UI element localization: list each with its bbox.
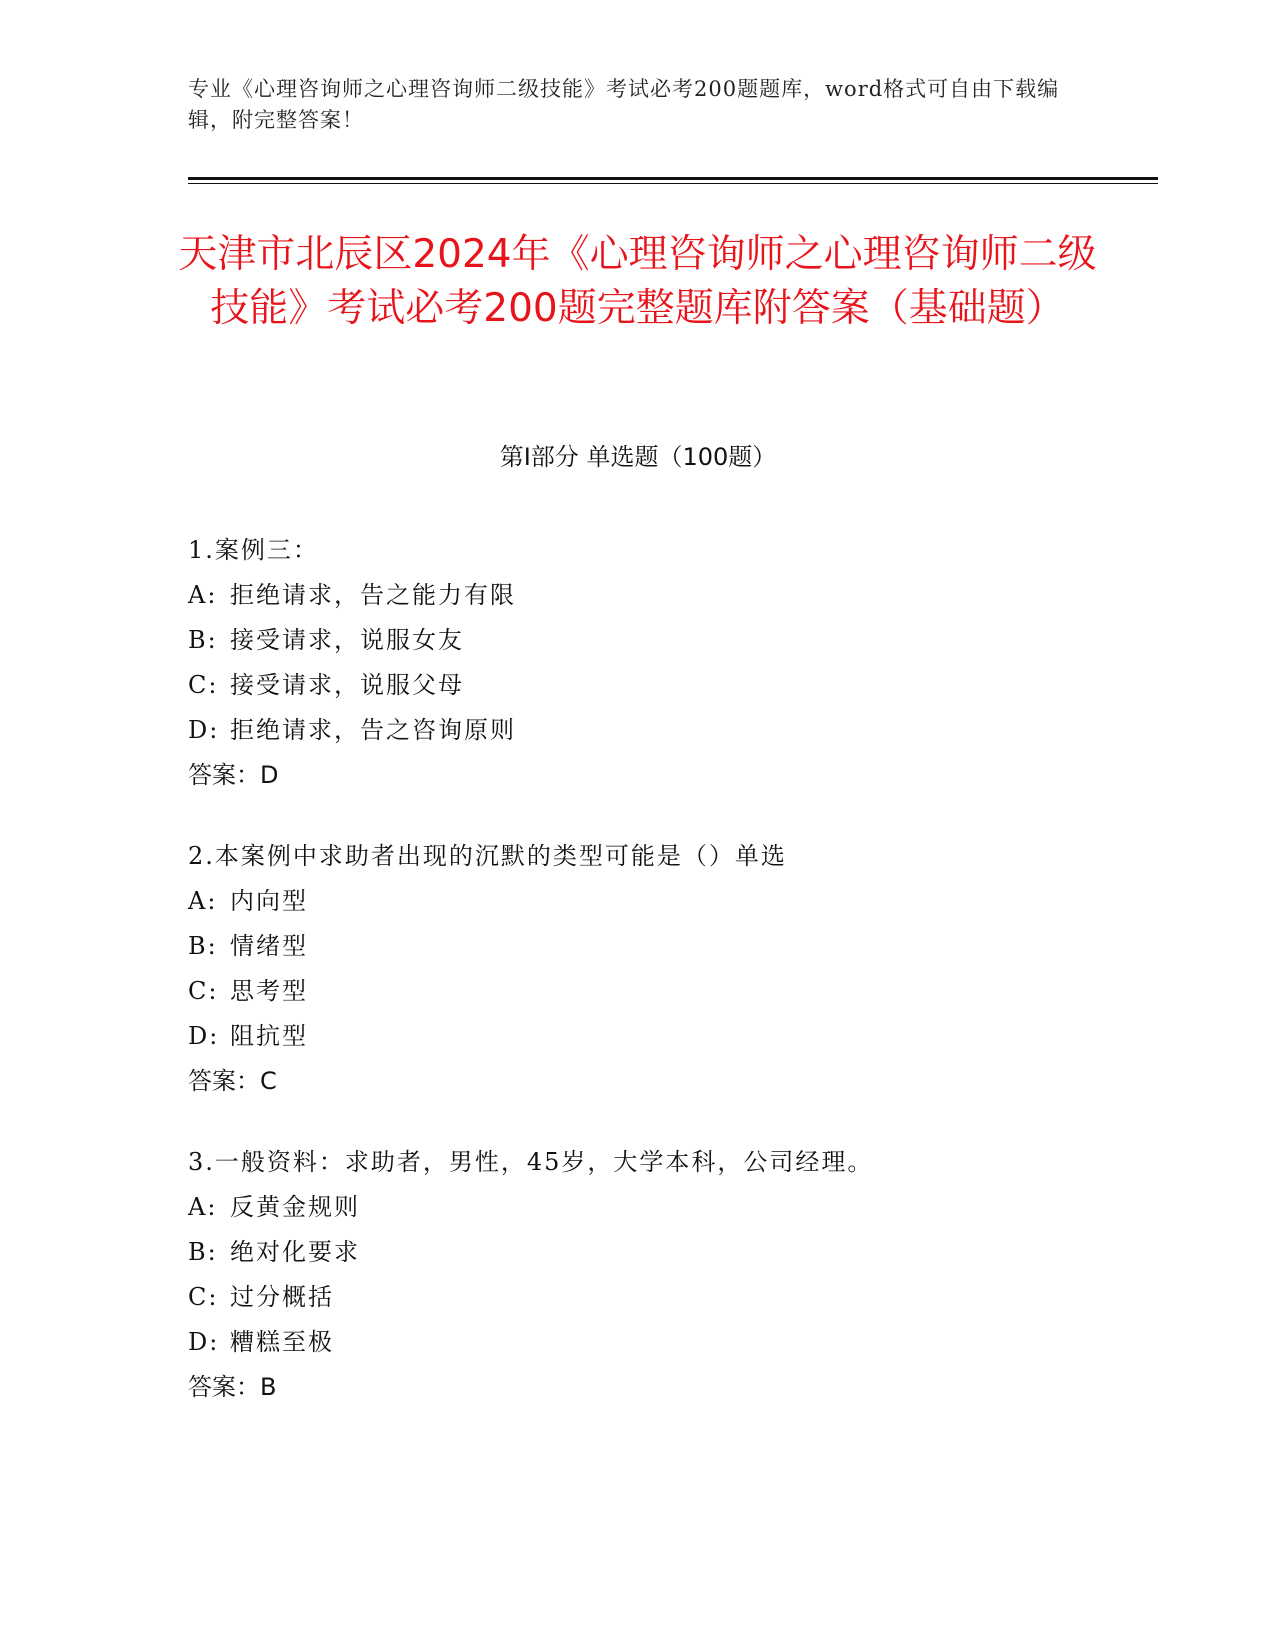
option-b	[188, 618, 1108, 663]
option-key: C:	[188, 671, 219, 699]
option-key: D:	[188, 1328, 220, 1356]
option-text: 内向型	[230, 887, 308, 915]
option-b	[188, 1230, 1108, 1275]
option-text: 阻抗型	[230, 1022, 308, 1050]
option-text: 过分概括	[230, 1283, 334, 1311]
document-title: 天津市北辰区2024年《心理咨询师之心理咨询师二级技能》考试必考200题完整题库附答案（基础题）	[178, 232, 1097, 331]
option-key: C:	[188, 977, 219, 1005]
option-key: B:	[188, 1238, 218, 1266]
question-stem: 2.本案例中求助者出现的沉默的类型可能是（）单选	[188, 842, 787, 870]
header-divider-thin	[188, 183, 1158, 184]
option-key: B:	[188, 626, 218, 654]
option-key: A:	[188, 1193, 218, 1221]
option-d	[188, 1320, 1108, 1365]
option-key: A:	[188, 581, 218, 609]
header-divider-thick	[188, 177, 1158, 180]
option-text: 反黄金规则	[230, 1193, 360, 1221]
option-a	[188, 573, 1108, 618]
option-text: 绝对化要求	[230, 1238, 360, 1266]
option-key: A:	[188, 887, 218, 915]
option-text: 拒绝请求，告之能力有限	[230, 581, 516, 609]
option-text: 思考型	[230, 977, 308, 1005]
option-key: D:	[188, 716, 220, 744]
option-a	[188, 879, 1108, 924]
question-3	[188, 1140, 1108, 1410]
option-text: 接受请求，说服父母	[230, 671, 464, 699]
option-text: 糟糕至极	[230, 1328, 334, 1356]
section-heading: 第Ⅰ部分 单选题（100题）	[499, 443, 777, 471]
header-note: 专业《心理咨询师之心理咨询师二级技能》考试必考200题题库，word格式可自由下载编辑，附完整答案！	[188, 77, 1060, 132]
option-c	[188, 663, 1108, 708]
option-d	[188, 708, 1108, 753]
option-text: 拒绝请求，告之咨询原则	[230, 716, 516, 744]
option-text: 情绪型	[230, 932, 308, 960]
question-list	[188, 528, 1108, 1446]
option-text: 接受请求，说服女友	[230, 626, 464, 654]
answer: 答案：C	[188, 1067, 277, 1095]
answer: 答案：D	[188, 761, 279, 789]
option-key: B:	[188, 932, 218, 960]
option-c	[188, 969, 1108, 1014]
option-b	[188, 924, 1108, 969]
option-a	[188, 1185, 1108, 1230]
option-key: C:	[188, 1283, 219, 1311]
option-c	[188, 1275, 1108, 1320]
question-stem: 1.案例三：	[188, 536, 319, 564]
option-key: D:	[188, 1022, 220, 1050]
option-d	[188, 1014, 1108, 1059]
question-stem: 3.一般资料：求助者，男性，45岁，大学本科，公司经理。	[188, 1148, 874, 1176]
question-2	[188, 834, 1108, 1104]
answer: 答案：B	[188, 1373, 277, 1401]
question-1	[188, 528, 1108, 798]
